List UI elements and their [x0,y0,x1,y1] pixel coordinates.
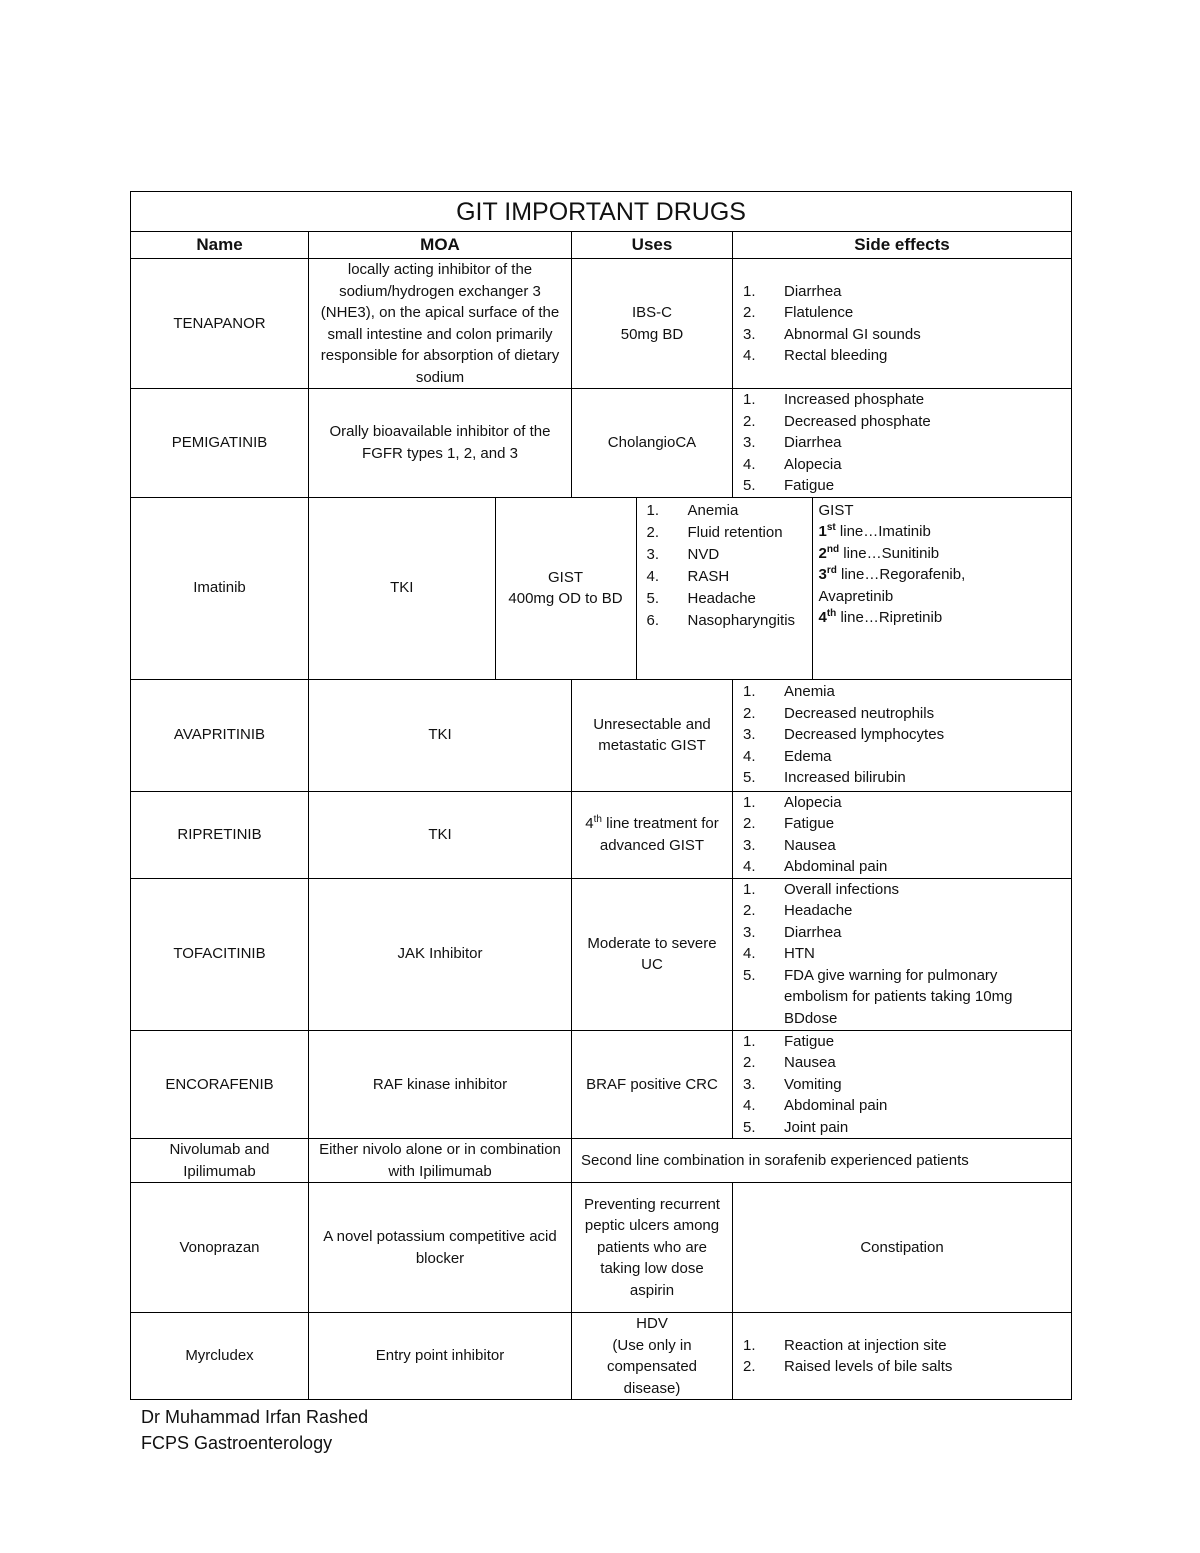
item-number: 1. [646,501,660,519]
gist-line-number: 1 [818,523,827,540]
side-effect-item [643,566,806,588]
gist-line [819,586,1066,608]
drug-name: AVAPRITINIB [131,679,309,791]
gist-line-text: line…Imatinib [835,523,931,540]
drug-side-effects: Constipation [733,1183,1072,1313]
drug-moa: RAF kinase inhibitor [309,1030,572,1139]
item-number: 2. [743,412,756,430]
drug-side-effects [733,791,1072,878]
item-text: Anemia [784,683,835,701]
drug-name: RIPRETINIB [131,791,309,878]
item-number: 1. [743,282,756,300]
drug-uses: Second line combination in sorafenib experienced patients [572,1139,1072,1183]
item-text: Nasopharyngitis [687,611,796,629]
item-number: 3. [646,545,660,563]
table-row [131,1139,1072,1183]
gist-lines-of-treatment [812,498,1071,679]
table-row [131,497,1072,679]
item-number: 2. [743,815,756,832]
gist-line-number: 2 [818,544,827,562]
side-effect-item [739,900,1065,922]
drug-side-effects [636,498,812,679]
item-text: Nausea [784,1054,836,1071]
gist-line-text: line…Sunitinib [839,544,940,562]
item-number: 4. [743,945,756,963]
side-effects-list [739,1031,1065,1139]
item-text: Abdominal pain [784,858,888,875]
drug-uses: Unresectable and metastatic GIST [572,679,733,791]
item-text: Headache [687,589,756,607]
side-effect-item [739,324,1065,346]
drug-name: ENCORAFENIB [131,1030,309,1139]
item-number: 6. [646,611,660,629]
gist-line-text: Avapretinib [818,587,894,605]
item-text: Abdominal pain [784,1097,888,1114]
side-effect-item [739,1117,1065,1139]
drug-moa: Either nivolo alone or in combination with Ipilimumab [309,1139,572,1183]
drug-side-effects [733,259,1072,389]
item-text: Abnormal GI sounds [784,325,921,343]
gist-line-ordinal: st [826,522,836,533]
drug-moa: Entry point inhibitor [309,1313,572,1400]
side-effect-item [643,500,806,522]
item-text: Flatulence [784,304,854,321]
drug-side-effects [733,679,1072,791]
table-title: GIT IMPORTANT DRUGS [131,192,1072,232]
item-text: Decreased lymphocytes [784,726,945,744]
drug-uses [572,1313,733,1400]
side-effect-item [739,681,1065,703]
side-effect-item [739,922,1065,944]
side-effect-item [739,1031,1065,1053]
side-effects-list [643,500,806,632]
gist-line-number: 4 [818,609,827,626]
item-text: Joint pain [784,1118,849,1136]
drug-uses: BRAF positive CRC [572,1030,733,1139]
item-number: 3. [743,325,756,343]
drug-name: Vonoprazan [131,1183,309,1313]
item-text: NVD [687,545,720,563]
gist-line [819,607,1066,629]
item-number: 1. [743,880,756,898]
drug-name: TOFACITINIB [131,878,309,1030]
gist-line-ordinal: rd [826,565,837,576]
gist-line-ordinal: th [826,608,837,619]
item-number: 5. [743,1118,756,1136]
item-text: HTN [784,945,815,963]
side-effects-list [739,879,1065,1030]
item-number: 4. [743,347,756,364]
drug-moa: TKI [309,791,572,878]
drug-uses [572,259,733,389]
uses-text: line treatment for advanced GIST [599,815,719,854]
item-text: Increased phosphate [784,391,925,408]
drug-name: PEMIGATINIB [131,389,309,498]
uses-line: 50mg BD [620,325,684,343]
side-effects-list [739,792,1065,878]
item-number: 1. [743,1336,756,1354]
side-effect-item [739,813,1065,835]
item-text: RASH [687,567,730,585]
gist-line-text: line…Ripretinib [836,609,943,626]
item-text: Rectal bleeding [784,347,888,364]
item-number: 5. [743,769,756,787]
side-effect-item [739,1074,1065,1096]
item-text: Decreased neutrophils [784,704,935,722]
gist-line-text: line…Regorafenib, [836,566,966,583]
drug-name: TENAPANOR [131,259,309,389]
item-text: Decreased phosphate [784,412,931,430]
drug-uses [495,498,636,679]
gist-line [819,564,1066,586]
header-moa: MOA [309,232,572,259]
item-number: 2. [743,304,756,321]
item-number: 3. [743,836,756,854]
table-row [131,791,1072,878]
item-text: Fluid retention [687,523,783,541]
side-effects-list [739,281,1065,367]
item-text: Anemia [687,501,739,519]
drugs-table [130,191,1072,1400]
side-effect-item [739,965,1065,1030]
item-text: Alopecia [784,455,842,473]
drug-uses: CholangioCA [572,389,733,498]
drug-moa: TKI [390,579,414,597]
item-text: Alopecia [784,793,842,811]
side-effect-item [739,746,1065,768]
drug-uses [572,791,733,878]
side-effect-item [739,724,1065,746]
side-effect-item [739,856,1065,878]
item-text: Fatigue [784,815,835,832]
item-number: 2. [743,902,756,920]
drug-moa: TKI [309,679,572,791]
side-effect-item [739,943,1065,965]
side-effect-item [739,432,1065,454]
uses-line: IBS-C [631,304,672,321]
side-effect-item [739,767,1065,789]
item-text: Diarrhea [784,282,842,300]
item-number: 5. [743,966,756,984]
item-text: Diarrhea [784,434,842,451]
side-effect-item [739,302,1065,324]
side-effect-item [739,1356,1065,1378]
side-effect-item [643,588,806,610]
item-text: FDA give warning for pulmonary embolism for patients taking 10mg BDdose [784,966,1013,1027]
drug-moa: A novel potassium competitive acid blocker [309,1183,572,1313]
side-effect-item [739,792,1065,814]
gist-heading: GIST [818,501,854,519]
side-effect-item [739,411,1065,433]
item-text: Fatigue [784,477,835,494]
side-effect-item [739,475,1065,497]
item-number: 4. [743,747,756,765]
table-row [131,878,1072,1030]
item-text: Reaction at injection site [784,1336,947,1354]
side-effects-list [739,681,1065,789]
item-number: 5. [743,477,756,494]
table-row [131,679,1072,791]
table-row [131,1313,1072,1400]
imatinib-detail-cell [309,497,1072,679]
side-effect-item [739,1052,1065,1074]
item-text: Headache [784,902,853,920]
item-number: 2. [743,704,756,722]
drug-side-effects [733,878,1072,1030]
side-effect-item [739,703,1065,725]
item-text: Vomiting [784,1075,842,1093]
item-number: 2. [743,1358,756,1375]
item-number: 4. [743,1097,756,1114]
table-row [131,1030,1072,1139]
item-text: Increased bilirubin [784,769,906,787]
table-row [131,1183,1072,1313]
side-effect-item [739,454,1065,476]
drug-moa: Orally bioavailable inhibitor of the FGFR types 1, 2, and 3 [309,389,572,498]
side-effects-list [739,1335,1065,1378]
item-number: 1. [743,391,756,408]
side-effect-item [739,389,1065,411]
header-name: Name [131,232,309,259]
author-qualification: FCPS Gastroenterology [141,1433,333,1453]
item-number: 1. [743,793,756,811]
drug-moa: locally acting inhibitor of the sodium/hydrogen exchanger 3 (NHE3), on the apical surface of the small intestine and colon primarily responsible for absorption of dietary sodium [309,259,572,389]
uses-line: GIST [547,568,583,586]
drug-side-effects [733,1030,1072,1139]
drug-moa: JAK Inhibitor [309,878,572,1030]
author-name: Dr Muhammad Irfan Rashed [141,1407,369,1427]
side-effect-item [739,345,1065,367]
item-number: 3. [743,1075,756,1093]
item-number: 5. [646,589,660,607]
drug-side-effects [733,1313,1072,1400]
uses-line: HDV [636,1315,668,1332]
author-block [141,1404,368,1456]
drug-uses: Moderate to severe UC [572,878,733,1030]
imatinib-detail [309,498,1071,679]
item-number: 3. [743,434,756,451]
item-text: Fatigue [784,1032,835,1050]
item-text: Edema [784,747,832,765]
uses-number: 4 [585,815,594,832]
drug-name: Nivolumab and Ipilimumab [131,1139,309,1183]
uses-line: (Use only in compensated disease) [606,1336,698,1397]
item-number: 4. [743,858,756,875]
item-number: 4. [743,455,756,473]
item-number: 3. [743,726,756,744]
drug-uses: Preventing recurrent peptic ulcers among patients who are taking low dose aspirin [572,1183,733,1313]
drug-name: Imatinib [131,497,309,679]
header-uses: Uses [572,232,733,259]
table-row [131,389,1072,498]
item-text: Nausea [784,836,836,854]
item-number: 4. [646,567,660,585]
gist-line [819,543,1066,565]
item-number: 2. [743,1054,756,1071]
uses-ordinal: th [593,814,602,825]
item-text: Raised levels of bile salts [784,1358,953,1375]
item-text: Diarrhea [784,923,842,941]
uses-line: 400mg OD to BD [508,590,623,607]
gist-line [819,521,1066,543]
side-effect-item [739,1335,1065,1357]
side-effects-list [739,389,1065,497]
drug-name: Myrcludex [131,1313,309,1400]
side-effect-item [739,1095,1065,1117]
gist-line-ordinal: nd [826,543,840,555]
table-row [131,259,1072,389]
side-effect-item [739,835,1065,857]
side-effect-item [739,879,1065,901]
side-effect-item [739,281,1065,303]
side-effect-item [643,544,806,566]
item-number: 1. [743,1032,756,1050]
side-effect-item [643,522,806,544]
side-effect-item [643,610,806,632]
gist-line-number: 3 [818,566,827,583]
item-number: 1. [743,683,756,701]
drug-side-effects [733,389,1072,498]
item-text: Overall infections [784,880,900,898]
item-number: 2. [646,523,660,541]
header-side-effects: Side effects [733,232,1072,259]
item-number: 3. [743,923,756,941]
gist-line-list [819,521,1066,629]
